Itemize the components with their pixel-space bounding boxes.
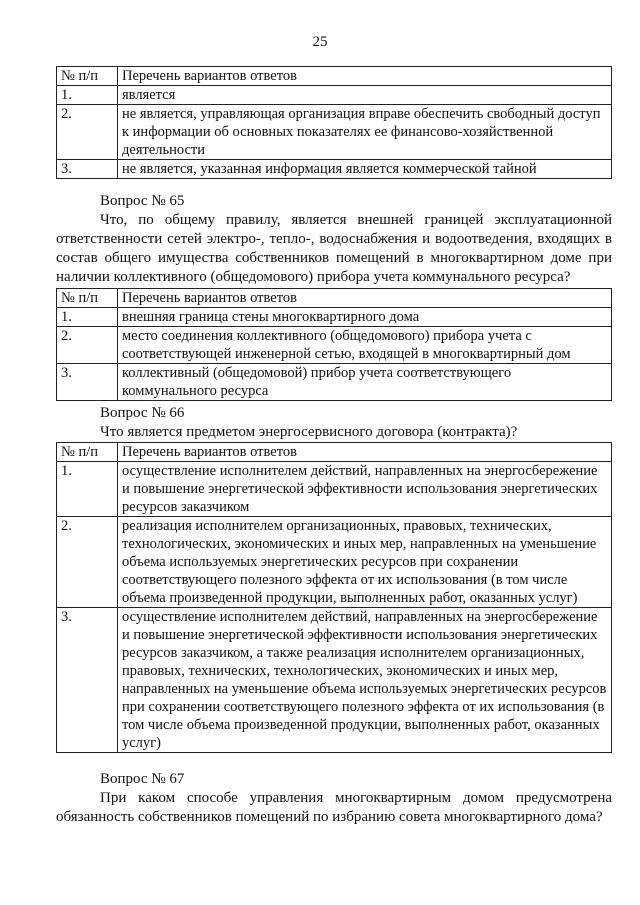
row-text: коллективный (общедомовой) прибор учета соответствующего коммунального ресурса <box>118 364 612 401</box>
table-row <box>57 105 612 160</box>
table-row <box>57 517 612 608</box>
header-options: Перечень вариантов ответов <box>118 443 612 462</box>
row-text: реализация исполнителем организационных, правовых, технических, технологических, экономических и иных мер, направленных на уменьшение объема используемых энергетических ресурсов при сохранении соответствующего полезного эффекта от их использования (в том числе объема произведенной продукции, выполненных работ, оказанных услуг) <box>118 517 612 608</box>
table-row <box>57 364 612 401</box>
question-text: Что является предметом энергосервисного договора (контракта)? <box>100 424 518 440</box>
question-65 <box>56 192 612 401</box>
question-text: При каком способе управления многоквартирным домом предусмотрена обязанность собственников помещений по избранию совета многоквартирного дома? <box>56 790 612 825</box>
row-num: 3. <box>57 608 118 753</box>
row-num: 1. <box>57 462 118 517</box>
answers-table-q66 <box>56 442 612 753</box>
question-title: Вопрос № 66 <box>100 405 185 421</box>
table-row <box>57 160 612 179</box>
header-num: № п/п <box>57 67 118 86</box>
row-num: 3. <box>57 364 118 401</box>
table-row <box>57 308 612 327</box>
row-num: 2. <box>57 327 118 364</box>
table-header-row <box>57 443 612 462</box>
answers-table-q65 <box>56 288 612 401</box>
row-num: 1. <box>57 308 118 327</box>
question-title: Вопрос № 65 <box>100 193 185 209</box>
table-row <box>57 462 612 517</box>
header-options: Перечень вариантов ответов <box>118 67 612 86</box>
answers-table-q64-block <box>56 66 612 179</box>
question-text: Что, по общему правилу, является внешней границей эксплуатационной ответственности сетей электро-, тепло-, водоснабжения и водоотведения, входящих в состав общего имущества собственников помещений в многоквартирном доме при наличии коллективного (общедомового) прибора учета коммунального ресурса? <box>56 212 612 285</box>
table-row <box>57 327 612 364</box>
header-num: № п/п <box>57 289 118 308</box>
row-num: 1. <box>57 86 118 105</box>
header-num: № п/п <box>57 443 118 462</box>
header-options: Перечень вариантов ответов <box>118 289 612 308</box>
row-text: место соединения коллективного (общедомового) прибора учета с соответствующей инженерной сетью, входящей в многоквартирный дом <box>118 327 612 364</box>
table-row <box>57 86 612 105</box>
row-text: не является, указанная информация является коммерческой тайной <box>118 160 612 179</box>
table-header-row <box>57 289 612 308</box>
question-title: Вопрос № 67 <box>100 771 185 787</box>
question-67 <box>56 770 612 827</box>
page-number: 25 <box>312 34 328 50</box>
question-66 <box>56 404 612 753</box>
row-text: не является, управляющая организация вправе обеспечить свободный доступ к информации об основных показателях ее финансово-хозяйственной деятельности <box>118 105 612 160</box>
row-text: является <box>118 86 612 105</box>
row-num: 2. <box>57 105 118 160</box>
row-text: внешняя граница стены многоквартирного дома <box>118 308 612 327</box>
row-text: осуществление исполнителем действий, направленных на энергосбережение и повышение энергетической эффективности использования энергетических ресурсов заказчиком, а также реализация исполнителем организационных, правовых, технических, технологических, экономических и иных мер, направленных на уменьшение объема используемых энергетических ресурсов при сохранении соответствующего полезного эффекта от их использования (в том числе объема произведенной продукции, выполненных работ, оказанных услуг) <box>118 608 612 753</box>
table-header-row <box>57 67 612 86</box>
row-text: осуществление исполнителем действий, направленных на энергосбережение и повышение энергетической эффективности использования энергетических ресурсов заказчиком <box>118 462 612 517</box>
row-num: 3. <box>57 160 118 179</box>
table-row <box>57 608 612 753</box>
answers-table-q64 <box>56 66 612 179</box>
row-num: 2. <box>57 517 118 608</box>
